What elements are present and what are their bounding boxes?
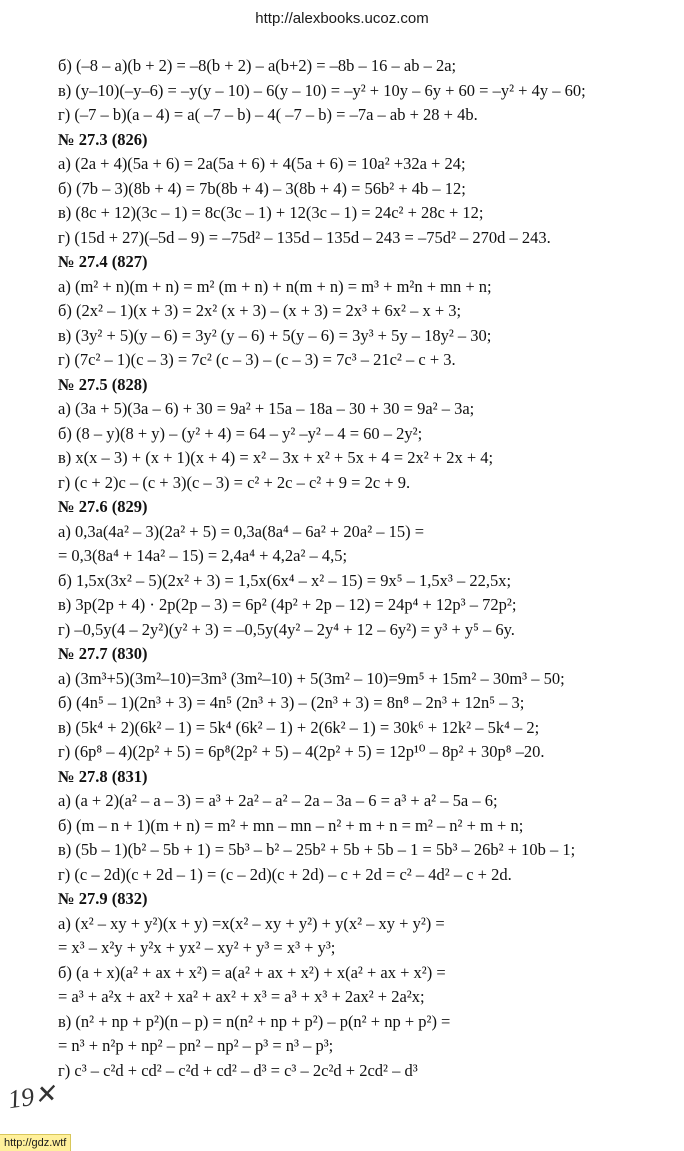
solution-line: б) (7b – 3)(8b + 4) = 7b(8b + 4) – 3(8b + 4) = 56b² + 4b – 12;: [58, 178, 466, 198]
footer-site-label[interactable]: http://gdz.wtf: [0, 1134, 71, 1151]
solution-line: в) (5k⁴ + 2)(6k² – 1) = 5k⁴ (6k² – 1) + 2(6k² – 1) = 30k⁶ + 12k² – 5k⁴ – 2;: [58, 717, 540, 737]
solution-line: г) –0,5y(4 – 2y²)(y² + 3) = –0,5y(4y² – 2y⁴ + 12 – 6y²) = y³ + y⁵ – 6y.: [58, 619, 515, 639]
solution-line: а) (3m³+5)(3m²–10)=3m³ (3m²–10) + 5(3m² – 10)=9m⁵ + 15m² – 30m³ – 50;: [58, 668, 565, 688]
header-url: http://alexbooks.ucoz.com: [255, 10, 429, 27]
exercise-heading: № 27.5 (828): [58, 374, 148, 394]
solution-line: в) 3p(2p + 4) · 2p(2p – 3) = 6p² (4p² + 2p – 12) = 24p⁴ + 12p³ – 72p²;: [58, 595, 517, 614]
solution-line: = n³ + n²p + np² – pn² – np² – p³ = n³ – p³;: [58, 1036, 334, 1055]
solution-line: г) (6p⁸ – 4)(2p² + 5) = 6p⁸(2p² + 5) – 4(2p² + 5) = 12p¹⁰ – 8p² + 30p⁸ –20.: [58, 742, 545, 761]
solution-line: г) c³ – c²d + cd² – c²d + cd² – d³ = c³ – 2c²d + 2cd² – d³: [58, 1060, 418, 1080]
solution-line: = 0,3(8a⁴ + 14a² – 15) = 2,4a⁴ + 4,2a² – 4,5;: [58, 546, 348, 565]
exercise-heading: № 27.4 (827): [58, 252, 148, 271]
solution-line: = x³ – x²y + y²x + yx² – xy² + y³ = x³ + y³;: [58, 938, 336, 957]
solution-line: б) (a + x)(a² + ax + x²) = a(a² + ax + x²) + x(a² + ax + x²) =: [58, 962, 446, 982]
solution-line: б) 1,5x(3x² – 5)(2x² + 3) = 1,5x(6x⁴ – x² – 15) = 9x⁵ – 1,5x³ – 22,5x;: [58, 570, 512, 590]
exercise-heading: № 27.8 (831): [58, 766, 148, 786]
solution-line: г) (c + 2)c – (c + 3)(c – 3) = c² + 2c – c² + 9 = 2c + 9.: [58, 472, 411, 492]
exercise-heading: № 27.6 (829): [58, 497, 148, 516]
solution-line: а) (x² – xy + y²)(x + y) =x(x² – xy + y²) + y(x² – xy + y²) =: [58, 913, 445, 933]
solution-line: в) (3y² + 5)(y – 6) = 3y² (y – 6) + 5(y – 6) = 3y³ + 5y – 18y² – 30;: [58, 325, 492, 345]
solution-line: г) (–7 – b)(a – 4) = a( –7 – b) – 4( –7 – b) = –7a – ab + 28 + 4b.: [58, 105, 478, 124]
solution-line: а) 0,3a(4a² – 3)(2a² + 5) = 0,3a(8a⁴ – 6a² + 20a² – 15) =: [58, 521, 425, 541]
handwritten-margin-mark: 19✕: [6, 1078, 58, 1115]
solution-line: в) x(x – 3) + (x + 1)(x + 4) = x² – 3x + x² + 5x + 4 = 2x² + 2x + 4;: [58, 448, 494, 467]
solution-line: а) (3a + 5)(3a – 6) + 30 = 9a² + 15a – 18a – 30 + 30 = 9a² – 3a;: [58, 399, 475, 418]
solution-line: в) (5b – 1)(b² – 5b + 1) = 5b³ – b² – 25b² + 5b + 5b – 1 = 5b³ – 26b² + 10b – 1;: [58, 840, 576, 859]
solution-line: = a³ + a²x + ax² + xa² + ax² + x³ = a³ + x³ + 2ax² + 2a²x;: [58, 987, 425, 1006]
solution-line: а) (2a + 4)(5a + 6) = 2a(5a + 6) + 4(5a + 6) = 10a² +32a + 24;: [58, 154, 466, 173]
solution-line: а) (m² + n)(m + n) = m² (m + n) + n(m + n) = m³ + m²n + mn + n;: [58, 276, 492, 296]
solution-line: в) (y–10)(–y–6) = –y(y – 10) – 6(y – 10) = –y² + 10y – 6y + 60 = –y² + 4y – 60;: [58, 80, 586, 100]
solution-line: а) (a + 2)(a² – a – 3) = a³ + 2a² – a² – 2a – 3a – 6 = a³ + a² – 5a – 6;: [58, 791, 498, 810]
solution-line: б) (8 – y)(8 + y) – (y² + 4) = 64 – y² –y² – 4 = 60 – 2y²;: [58, 423, 423, 443]
solution-line: г) (7c² – 1)(c – 3) = 7c² (c – 3) – (c – 3) = 7c³ – 21c² – c + 3.: [58, 350, 456, 369]
solution-line: б) (4n⁵ – 1)(2n³ + 3) = 4n⁵ (2n³ + 3) – (2n³ + 3) = 8n⁸ – 2n³ + 12n⁵ – 3;: [58, 693, 525, 712]
solution-line: г) (c – 2d)(c + 2d – 1) = (c – 2d)(c + 2d) – c + 2d = c² – 4d² – c + 2d.: [58, 864, 512, 884]
solution-line: б) (m – n + 1)(m + n) = m² + mn – mn – n² + m + n = m² – n² + m + n;: [58, 815, 524, 835]
exercise-heading: № 27.7 (830): [58, 644, 148, 663]
solution-line: б) (2x² – 1)(x + 3) = 2x² (x + 3) – (x + 3) = 2x³ + 6x² – x + 3;: [58, 301, 462, 320]
solution-line: в) (n² + np + p²)(n – p) = n(n² + np + p²) – p(n² + np + p²) =: [58, 1011, 451, 1031]
solution-line: г) (15d + 27)(–5d – 9) = –75d² – 135d – 135d – 243 = –75d² – 270d – 243.: [58, 227, 551, 247]
exercise-heading: № 27.3 (826): [58, 129, 148, 149]
solution-line: в) (8c + 12)(3c – 1) = 8c(3c – 1) + 12(3c – 1) = 24c² + 28c + 12;: [58, 203, 484, 222]
exercise-heading: № 27.9 (832): [58, 889, 148, 908]
solution-line: б) (–8 – a)(b + 2) = –8(b + 2) – a(b+2) = –8b – 16 – ab – 2a;: [58, 56, 457, 75]
solutions-content: [58, 54, 668, 1083]
